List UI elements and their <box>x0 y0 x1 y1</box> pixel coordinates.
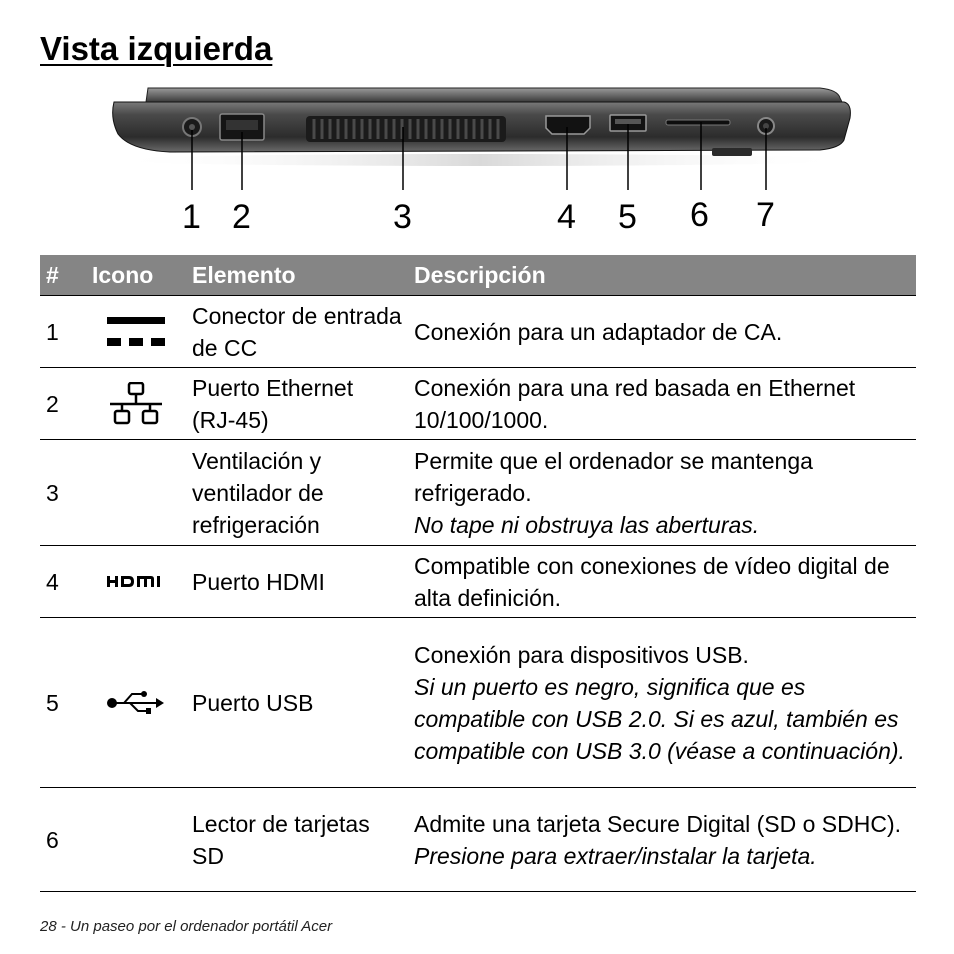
description-note: Si un puerto es negro, significa que es compatible con USB 2.0. Si es azul, también es compatible con USB 3.0 (véase a continuación). <box>414 673 905 764</box>
dc-power-icon <box>107 315 165 349</box>
row-element: Conector de entrada de CC <box>186 296 408 368</box>
callout-4: 4 <box>557 198 576 236</box>
row-element: Puerto Ethernet (RJ-45) <box>186 368 408 440</box>
description-text: Admite una tarjeta Secure Digital (SD o SDHC). <box>414 810 902 837</box>
row-num: 1 <box>40 296 86 368</box>
table-row <box>40 368 916 440</box>
callout-2: 2 <box>232 198 251 236</box>
table-row <box>40 618 916 788</box>
callout-1: 1 <box>182 198 201 236</box>
callout-3: 3 <box>393 198 412 236</box>
laptop-side-svg <box>100 82 860 242</box>
header-element: Elemento <box>186 255 408 296</box>
usb-icon <box>106 689 166 717</box>
description-text: Permite que el ordenador se mantenga refrigerado. <box>414 447 813 506</box>
row-icon-empty <box>86 788 186 892</box>
page-title: Vista izquierda <box>40 30 273 67</box>
row-num: 4 <box>40 546 86 618</box>
description-text: Compatible con conexiones de vídeo digital de alta definición. <box>414 552 890 611</box>
description-text: Conexión para un adaptador de CA. <box>414 318 783 345</box>
description-note: No tape ni obstruya las aberturas. <box>414 511 760 538</box>
ports-table <box>40 255 916 892</box>
hdmi-logo-icon <box>107 575 165 589</box>
row-description <box>408 296 916 368</box>
row-icon-empty <box>86 440 186 546</box>
row-num: 5 <box>40 618 86 788</box>
row-element: Puerto USB <box>186 618 408 788</box>
page-footer: 28 - Un paseo por el ordenador portátil Acer <box>40 918 333 935</box>
row-element: Lector de tarjetas SD <box>186 788 408 892</box>
row-num: 3 <box>40 440 86 546</box>
row-description <box>408 618 916 788</box>
ethernet-network-icon <box>108 382 164 426</box>
header-icon: Icono <box>86 255 186 296</box>
callout-6: 6 <box>690 196 709 234</box>
description-note: Presione para extraer/instalar la tarjeta. <box>414 842 817 869</box>
row-num: 6 <box>40 788 86 892</box>
row-description <box>408 440 916 546</box>
row-element: Ventilación y ventilador de refrigeración <box>186 440 408 546</box>
header-num: # <box>40 255 86 296</box>
row-description <box>408 788 916 892</box>
callout-5: 5 <box>618 198 637 236</box>
description-text: Conexión para dispositivos USB. <box>414 641 749 668</box>
row-description <box>408 368 916 440</box>
row-num: 2 <box>40 368 86 440</box>
laptop-left-side-illustration <box>100 82 860 242</box>
description-text: Conexión para una red basada en Ethernet 10/100/1000. <box>414 374 856 433</box>
table-row <box>40 296 916 368</box>
table-row <box>40 440 916 546</box>
vent-slots <box>306 116 506 142</box>
header-description: Descripción <box>408 255 916 296</box>
callout-7: 7 <box>756 196 775 234</box>
row-description <box>408 546 916 618</box>
table-row <box>40 788 916 892</box>
row-element: Puerto HDMI <box>186 546 408 618</box>
table-row <box>40 546 916 618</box>
table-header-row <box>40 255 916 296</box>
